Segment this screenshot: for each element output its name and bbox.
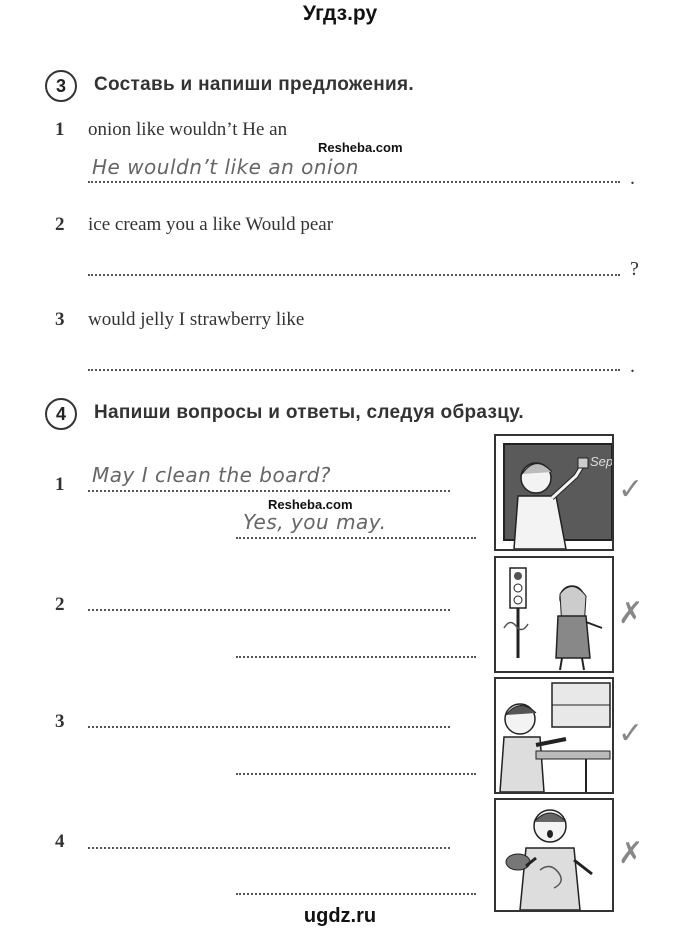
scrambled-words: onion like wouldn’t He an <box>88 119 288 140</box>
answer-line[interactable] <box>88 369 620 371</box>
question-line[interactable] <box>88 609 450 611</box>
site-logo-bottom: ugdz.ru <box>303 905 377 927</box>
scrambled-words: would jelly I strawberry like <box>88 309 305 330</box>
scrambled-words: ice cream you a like Would pear <box>88 214 334 235</box>
exercise-title: Напиши вопросы и ответы, следуя образцу. <box>94 402 524 423</box>
exercise-number-badge: 3 <box>45 70 77 102</box>
watermark: Resheba.com <box>268 497 353 512</box>
picture-boy-at-window <box>494 677 614 794</box>
site-logo-top: Угдз.ру <box>302 2 378 25</box>
picture-girl-at-traffic-light <box>494 556 614 673</box>
question-line[interactable] <box>88 490 450 492</box>
item-number: 3 <box>55 711 65 732</box>
watermark: Resheba.com <box>318 140 403 155</box>
item-number: 4 <box>55 831 65 852</box>
exercise-title: Составь и напиши предложения. <box>94 74 415 95</box>
answer-line[interactable] <box>88 274 620 276</box>
question-line[interactable] <box>88 847 450 849</box>
picture-boy-eating <box>494 798 614 912</box>
check-mark-icon: ✓ <box>618 473 644 506</box>
exercise-number-badge: 4 <box>45 398 77 430</box>
item-number: 2 <box>55 214 65 235</box>
item-number: 1 <box>55 474 65 495</box>
handwritten-answer: He wouldn’t like an onion <box>92 155 359 179</box>
question-line[interactable] <box>88 726 450 728</box>
answer-line[interactable] <box>88 181 620 183</box>
board-text: Sep <box>590 454 612 469</box>
answer-line[interactable] <box>236 537 476 539</box>
picture-boy-cleaning-board <box>494 434 614 551</box>
item-number: 2 <box>55 594 65 615</box>
line-end-punctuation: . <box>630 167 635 189</box>
cross-mark-icon: ✗ <box>618 837 644 870</box>
line-end-punctuation: . <box>630 355 635 377</box>
cross-mark-icon: ✗ <box>618 597 644 630</box>
answer-line[interactable] <box>236 656 476 658</box>
item-number: 3 <box>55 309 65 330</box>
handwritten-answer: Yes, you may. <box>243 510 387 534</box>
line-end-punctuation: ? <box>630 258 639 280</box>
item-number: 1 <box>55 119 65 140</box>
handwritten-question: May I clean the board? <box>92 463 332 487</box>
answer-line[interactable] <box>236 773 476 775</box>
check-mark-icon: ✓ <box>618 717 644 750</box>
answer-line[interactable] <box>236 893 476 895</box>
